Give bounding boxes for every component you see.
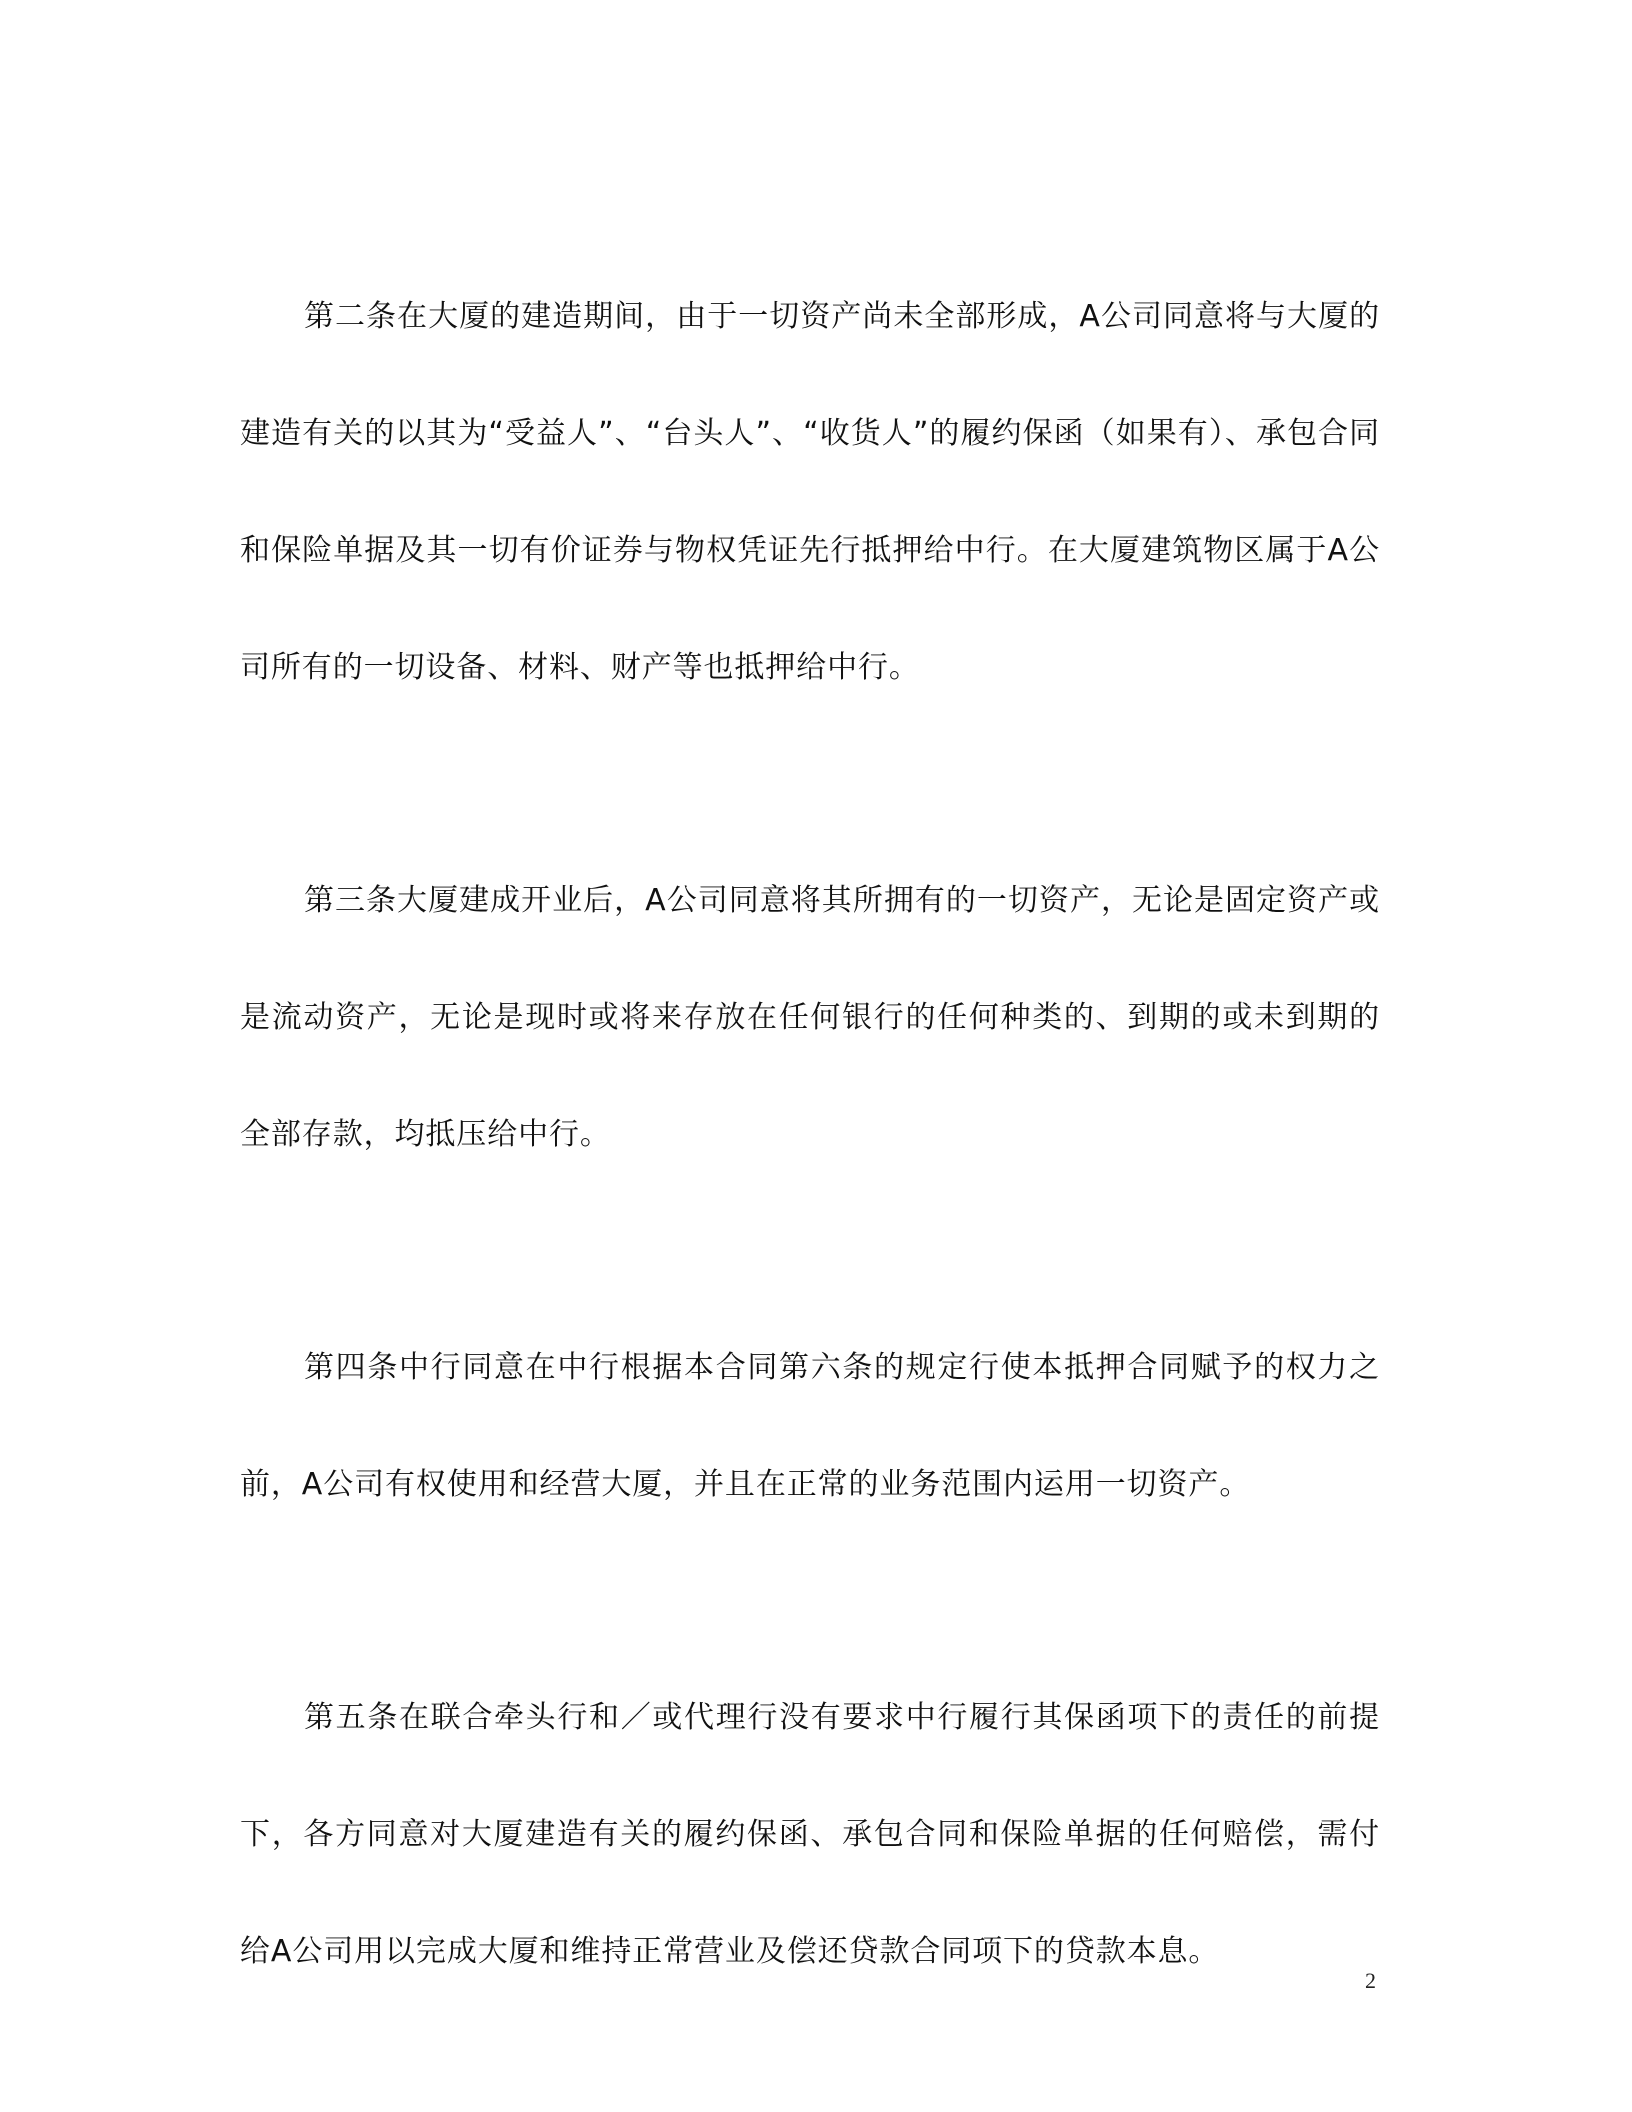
paragraph-article-5: 第五条在联合牵头行和／或代理行没有要求中行履行其保函项下的责任的前提下，各方同意对大厦建造有关的履约保函、承包合同和保险单据的任何赔偿，需付给A公司用以完成大厦和维持正常营业及偿还贷款合同项下的贷款本息。 <box>240 1700 1380 1969</box>
document-body <box>240 258 1380 2010</box>
paragraph-article-4: 第四条中行同意在中行根据本合同第六条的规定行使本抵押合同赋予的权力之前，A公司有权使用和经营大厦，并且在正常的业务范围内运用一切资产。 <box>240 1350 1380 1502</box>
paragraph-article-2: 第二条在大厦的建造期间，由于一切资产尚未全部形成，A公司同意将与大厦的建造有关的以其为“受益人”、“台头人”、“收货人”的履约保函（如果有）、承包合同和保险单据及其一切有价证券与物权凭证先行抵押给中行。在大厦建筑物区属于A公司所有的一切设备、材料、财产等也抵押给中行。 <box>240 299 1380 685</box>
page-number: 2 <box>1365 1968 1376 1993</box>
paragraph-article-3: 第三条大厦建成开业后，A公司同意将其所拥有的一切资产，无论是固定资产或是流动资产，无论是现时或将来存放在任何银行的任何种类的、到期的或未到期的全部存款，均抵压给中行。 <box>240 883 1380 1152</box>
